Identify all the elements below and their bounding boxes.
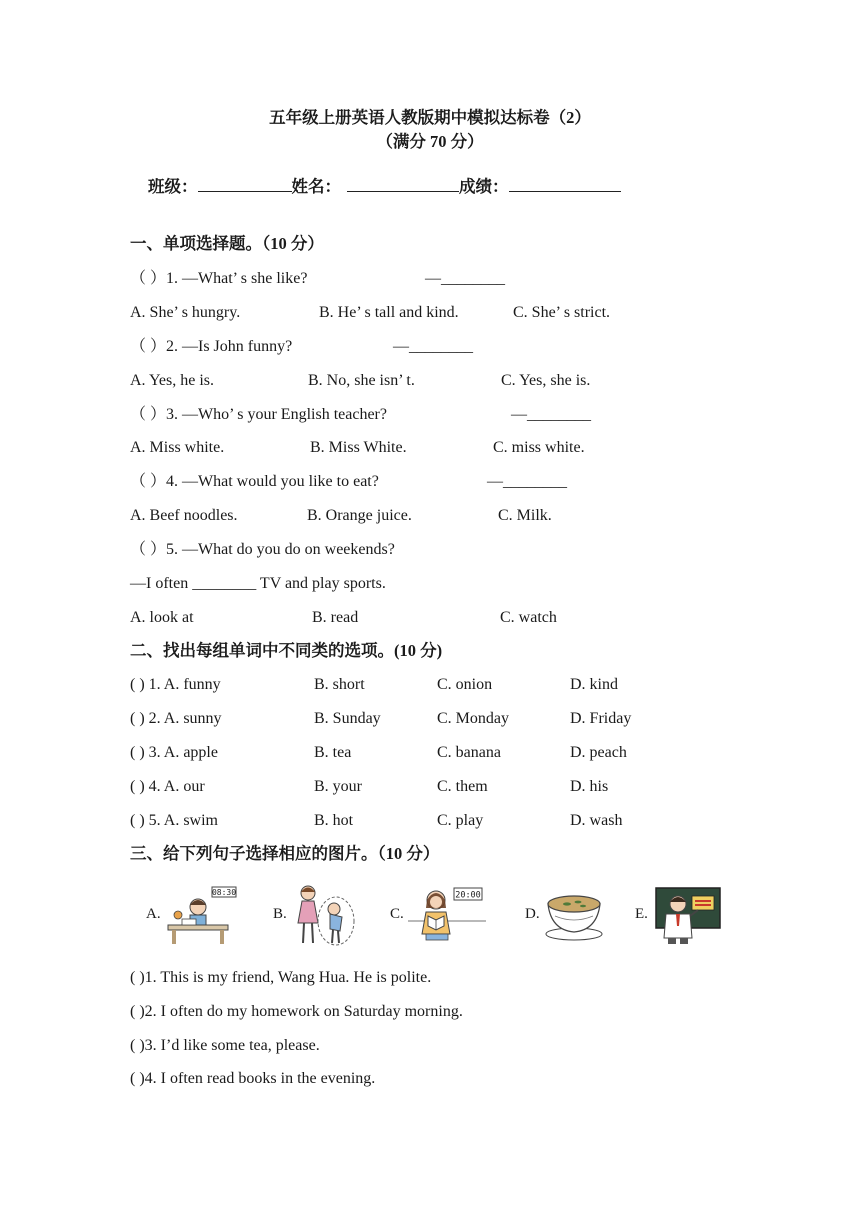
q1-prompt: （ ）1. —What’ s she like? bbox=[130, 270, 308, 287]
q4-prompt: （ ）4. —What would you like to eat? bbox=[130, 473, 379, 490]
word-option-b: B. your bbox=[314, 778, 362, 795]
reading-illustration bbox=[406, 884, 488, 946]
word-option-d: D. Friday bbox=[570, 710, 632, 727]
q1-option-a: A. She’ s hungry. bbox=[130, 304, 241, 321]
word-group-num: ( ) 1. A. funny bbox=[130, 676, 221, 693]
student-info-line bbox=[148, 173, 621, 197]
q2-option-b: B. No, she isn’ t. bbox=[308, 372, 415, 389]
q5-sentence: —I often ________ TV and play sports. bbox=[130, 575, 386, 592]
q1-answer-blank[interactable]: —________ bbox=[425, 270, 505, 287]
score-field[interactable] bbox=[509, 174, 621, 192]
word-group-num: ( ) 2. A. sunny bbox=[130, 710, 222, 727]
clock-time-c: 20:00 bbox=[455, 890, 481, 901]
q2-answer-blank[interactable]: —________ bbox=[393, 338, 473, 355]
word-group-num: ( ) 4. A. our bbox=[130, 778, 205, 795]
name-label: 姓名： bbox=[291, 177, 341, 196]
word-option-c: C. play bbox=[437, 812, 484, 829]
section3-heading: 三、给下列句子选择相应的图片。（10 分） bbox=[130, 844, 440, 863]
clock-time-a: 08:30 bbox=[211, 888, 237, 897]
picture-c-label: C. bbox=[390, 906, 404, 922]
page-subtitle: （满分 70 分） bbox=[376, 132, 484, 151]
q3-answer-blank[interactable]: —________ bbox=[511, 406, 591, 423]
word-option-d: D. his bbox=[570, 778, 609, 795]
word-option-c: C. banana bbox=[437, 744, 501, 761]
q4-option-c: C. Milk. bbox=[498, 507, 552, 524]
picture-sentence: ( )3. I’d like some tea, please. bbox=[130, 1037, 320, 1054]
homework-illustration bbox=[162, 885, 238, 945]
word-option-b: B. tea bbox=[314, 744, 352, 761]
score-label: 成绩： bbox=[459, 177, 509, 196]
q5-option-a: A. look at bbox=[130, 609, 194, 626]
q5-option-c: C. watch bbox=[500, 609, 557, 626]
q1-option-c: C. She’ s strict. bbox=[513, 304, 611, 321]
picture-sentence: ( )2. I often do my homework on Saturday morning. bbox=[130, 1003, 463, 1020]
teacher-illustration bbox=[654, 886, 722, 944]
q2-option-a: A. Yes, he is. bbox=[130, 372, 215, 389]
q3-option-a: A. Miss white. bbox=[130, 439, 225, 456]
picture-sentence: ( )1. This is my friend, Wang Hua. He is polite. bbox=[130, 969, 432, 986]
q4-answer-blank[interactable]: —________ bbox=[487, 473, 567, 490]
q4-option-b: B. Orange juice. bbox=[307, 507, 412, 524]
q2-option-c: C. Yes, she is. bbox=[501, 372, 591, 389]
word-option-c: C. Monday bbox=[437, 710, 509, 727]
q2-prompt: （ ）2. —Is John funny? bbox=[130, 338, 293, 355]
q5-prompt: （ ）5. —What do you do on weekends? bbox=[130, 541, 395, 558]
picture-a-label: A. bbox=[146, 906, 161, 922]
class-label: 班级： bbox=[148, 177, 198, 196]
word-option-b: B. Sunday bbox=[314, 710, 381, 727]
q1-option-b: B. He’ s tall and kind. bbox=[319, 304, 459, 321]
word-option-d: D. wash bbox=[570, 812, 623, 829]
tea-bowl-illustration bbox=[543, 890, 605, 942]
word-option-d: D. kind bbox=[570, 676, 618, 693]
word-option-b: B. short bbox=[314, 676, 365, 693]
q3-prompt: （ ）3. —Who’ s your English teacher? bbox=[130, 406, 387, 423]
picture-e-label: E. bbox=[635, 906, 648, 922]
page-title: 五年级上册英语人教版期中模拟达标卷（2） bbox=[269, 108, 591, 127]
q5-option-b: B. read bbox=[312, 609, 359, 626]
picture-d-label: D. bbox=[525, 906, 540, 922]
word-group-num: ( ) 5. A. swim bbox=[130, 812, 218, 829]
q3-option-c: C. miss white. bbox=[493, 439, 585, 456]
q4-option-a: A. Beef noodles. bbox=[130, 507, 238, 524]
picture-b-label: B. bbox=[273, 906, 287, 922]
word-group-num: ( ) 3. A. apple bbox=[130, 744, 218, 761]
word-option-d: D. peach bbox=[570, 744, 627, 761]
word-option-b: B. hot bbox=[314, 812, 354, 829]
class-field[interactable] bbox=[198, 174, 292, 192]
picture-sentence: ( )4. I often read books in the evening. bbox=[130, 1070, 376, 1087]
section1-heading: 一、单项选择题。（10 分） bbox=[130, 234, 324, 253]
polite-greeting-illustration bbox=[288, 883, 358, 947]
name-field[interactable] bbox=[347, 174, 459, 192]
word-option-c: C. onion bbox=[437, 676, 493, 693]
word-option-c: C. them bbox=[437, 778, 488, 795]
section2-heading: 二、找出每组单词中不同类的选项。(10 分) bbox=[130, 641, 443, 660]
q3-option-b: B. Miss White. bbox=[310, 439, 407, 456]
